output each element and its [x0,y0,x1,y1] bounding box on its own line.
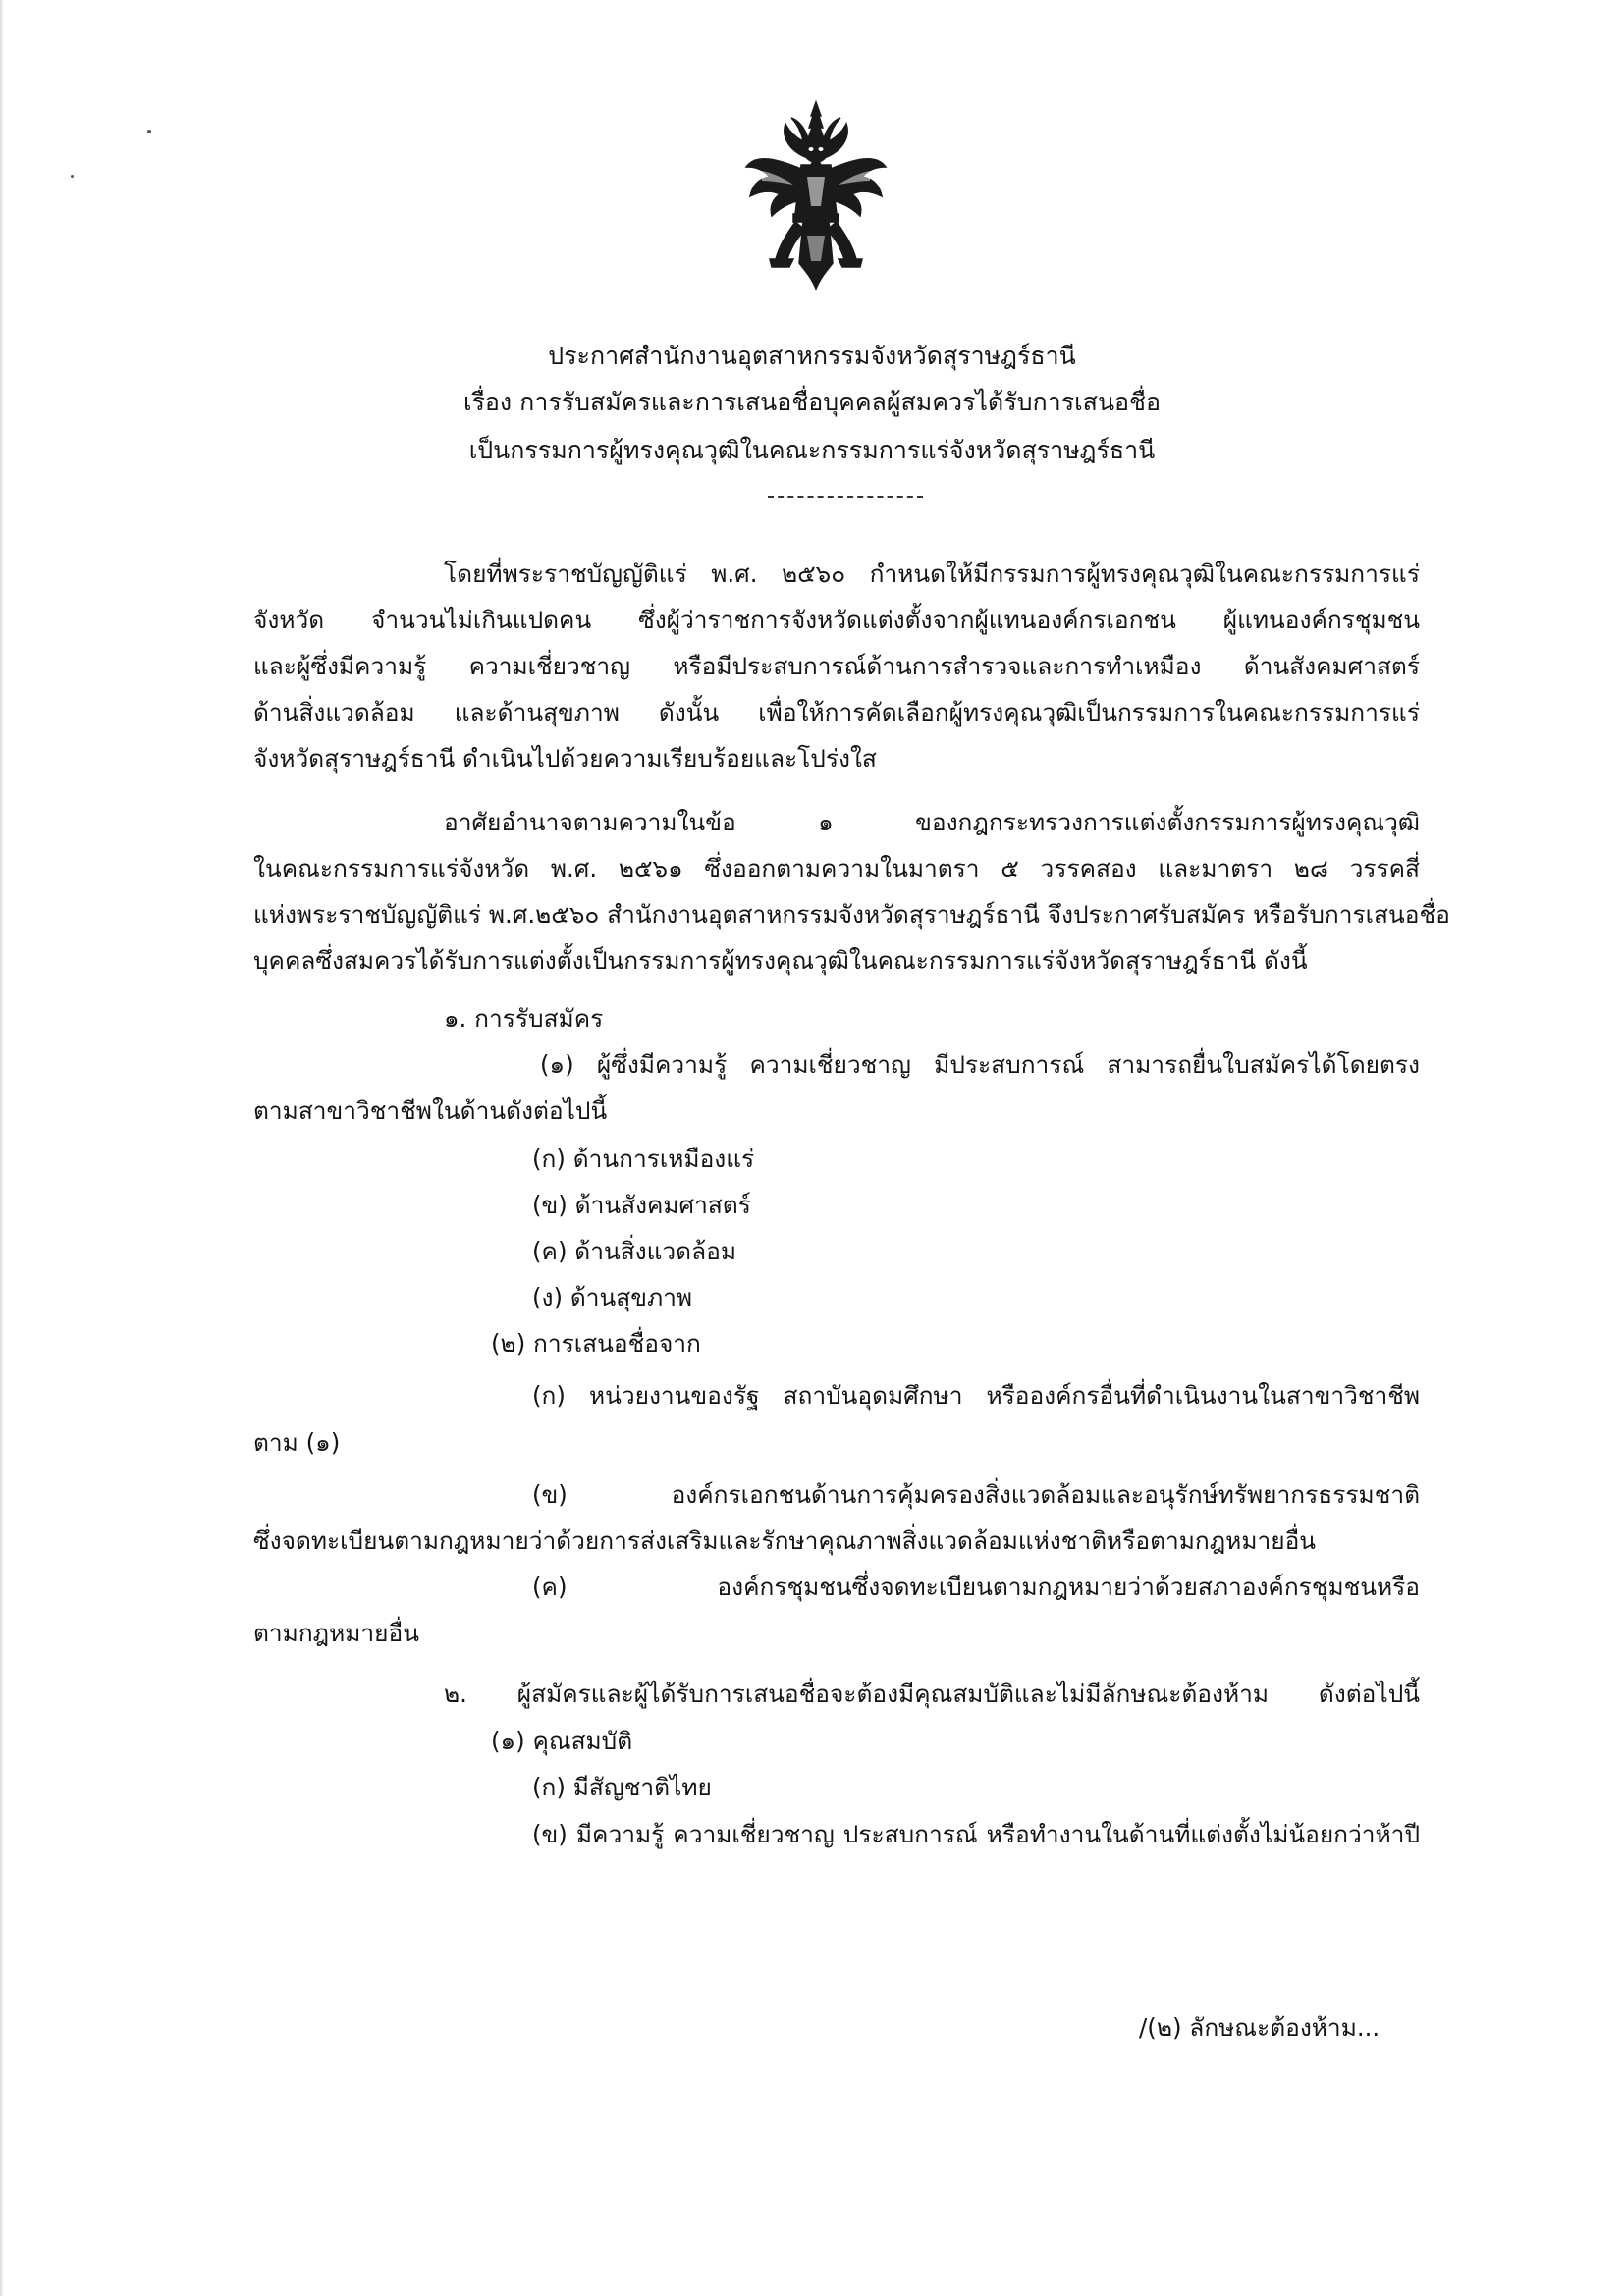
garuda-emblem [742,98,890,294]
paragraph1-line1: โดยที่พระราชบัญญัติแร่ พ.ศ. ๒๕๖๐ กำหนดให้มีกรรมการผู้ทรงคุณวุฒิในคณะกรรมการแร่ [444,560,1420,588]
section1-title: ๑. การรับสมัคร [444,1004,604,1033]
section1-item2-title: (๒) การเสนอชื่อจาก [491,1329,701,1358]
scan-speck [147,130,151,133]
announcement-subject-cont: เป็นกรรมการผู้ทรงคุณวุฒิในคณะกรรมการแร่จังหวัดสุราษฎร์ธานี [468,436,1156,464]
section1-item1-line1: (๑) ผู้ซึ่งมีความรู้ ความเชี่ยวชาญ มีประสบการณ์ สามารถยื่นใบสมัครได้โดยตรง [540,1050,1420,1079]
section1-item2-a-line1: (ก) หน่วยงานของรัฐ สถาบันอุดมศึกษา หรือองค์กรอื่นที่ดำเนินงานในสาขาวิชาชีพ [532,1381,1420,1410]
section2-item1-title: (๑) คุณสมบัติ [491,1727,633,1755]
section1-item1-sub-c: (ค) ด้านสิ่งแวดล้อม [532,1237,736,1265]
paragraph2-line3: แห่งพระราชบัญญัติแร่ พ.ศ.๒๕๖๐ สำนักงานอุตสาหกรรมจังหวัดสุราษฎร์ธานี จึงประกาศรับสมัคร หรือรับการเสนอชื่อ [253,900,1450,929]
paragraph2-line2: ในคณะกรรมการแร่จังหวัด พ.ศ. ๒๕๖๑ ซึ่งออกตามความในมาตรา ๕ วรรคสอง และมาตรา ๒๘ วรรคสี่ [253,854,1420,882]
section1-item2-b-line1: (ข) องค์กรเอกชนด้านการคุ้มครองสิ่งแวดล้อมและอนุรักษ์ทรัพยากรธรรมชาติ [532,1480,1420,1509]
announcement-subject: เรื่อง การรับสมัครและการเสนอชื่อบุคคลผู้สมควรได้รับการเสนอชื่อ [462,388,1162,416]
section1-item2-c-line1: (ค) องค์กรชุมชนซึ่งจดทะเบียนตามกฎหมายว่าด้วยสภาองค์กรชุมชนหรือ [532,1573,1420,1601]
paragraph2-line4: บุคคลซึ่งสมควรได้รับการแต่งตั้งเป็นกรรมการผู้ทรงคุณวุฒิในคณะกรรมการแร่จังหวัดสุราษฎร์ธานี ดังนี้ [253,946,1308,975]
section2-item1-b: (ข) มีความรู้ ความเชี่ยวชาญ ประสบการณ์ หรือทำงานในด้านที่แต่งตั้งไม่น้อยกว่าห้าปี [532,1820,1420,1848]
paragraph1-line3: และผู้ซึ่งมีความรู้ ความเชี่ยวชาญ หรือมีประสบการณ์ด้านการสำรวจและการทำเหมือง ด้านสังคมศาสตร์ [253,652,1420,680]
section1-item2-a-line2: ตาม (๑) [253,1428,341,1457]
section1-item2-c-line2: ตามกฎหมายอื่น [253,1619,419,1647]
section1-item1-sub-d: (ง) ด้านสุขภาพ [532,1283,693,1311]
page-continuation: /(๒) ลักษณะต้องห้าม... [1139,2013,1380,2042]
section1-item1-sub-b: (ข) ด้านสังคมศาสตร์ [532,1191,751,1219]
paragraph1-line2: จังหวัด จำนวนไม่เกินแปดคน ซึ่งผู้ว่าราชการจังหวัดแต่งตั้งจากผู้แทนองค์กรเอกชน ผู้แทนองค์กรชุมชน [253,606,1420,634]
announcement-title: ประกาศสำนักงานอุตสาหกรรมจังหวัดสุราษฎร์ธานี [548,342,1076,370]
section1-item1-sub-a: (ก) ด้านการเหมืองแร่ [532,1145,755,1173]
paragraph1-line5: จังหวัดสุราษฎร์ธานี ดำเนินไปด้วยความเรียบร้อยและโปร่งใส [253,744,877,773]
section1-item2-b-line2: ซึ่งจดทะเบียนตามกฎหมายว่าด้วยการส่งเสริมและรักษาคุณภาพสิ่งแวดล้อมแห่งชาติหรือตามกฎหมายอื่น [253,1526,1317,1555]
section1-item1-line2: ตามสาขาวิชาชีพในด้านดังต่อไปนี้ [253,1096,608,1125]
title-separator [768,496,923,498]
paragraph1-line4: ด้านสิ่งแวดล้อม และด้านสุขภาพ ดังนั้น เพื่อให้การคัดเลือกผู้ทรงคุณวุฒิเป็นกรรมการในคณะกรรมการแร่ [253,698,1420,726]
section2-title: ๒. ผู้สมัครและผู้ได้รับการเสนอชื่อจะต้องมีคุณสมบัติและไม่มีลักษณะต้องห้าม ดังต่อไปนี้ [444,1680,1420,1708]
section2-item1-a: (ก) มีสัญชาติไทย [532,1773,712,1801]
scan-speck [71,175,74,178]
paragraph2-line1: อาศัยอำนาจตามความในข้อ ๑ ของกฎกระทรวงการแต่งตั้งกรรมการผู้ทรงคุณวุฒิ [444,808,1420,836]
